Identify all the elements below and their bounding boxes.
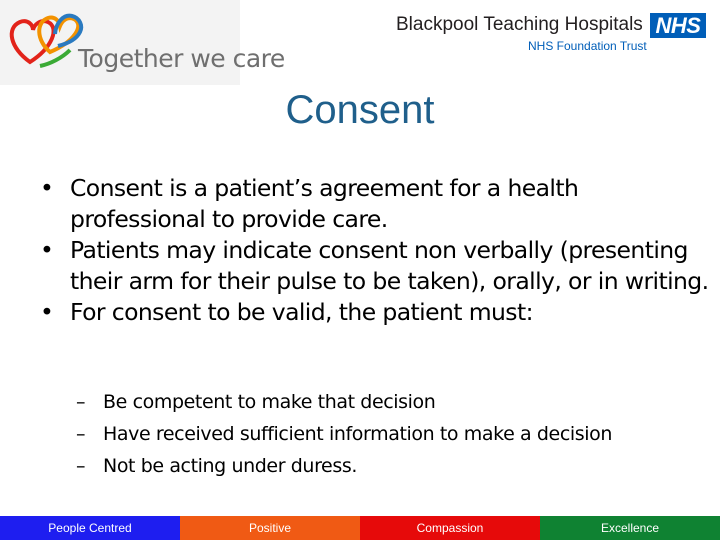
sub-bullet-item	[76, 418, 716, 450]
footer-value-positive: Positive	[180, 516, 360, 540]
trust-name: NHS Foundation Trust	[528, 39, 647, 53]
bullet-dot-icon: •	[40, 236, 54, 264]
bullet-text: Patients may indicate consent non verbally (presenting their arm for their pulse to be taken), orally, or in writing.	[70, 236, 709, 295]
sub-bullet-item	[76, 386, 716, 418]
dash-icon: –	[76, 391, 86, 413]
footer-value-compassion: Compassion	[360, 516, 540, 540]
footer-value-people-centred: People Centred	[0, 516, 180, 540]
bullet-item	[40, 173, 710, 235]
sub-bullet-list	[76, 386, 716, 482]
together-we-care-logo	[0, 0, 285, 85]
slide-title: Consent	[285, 88, 435, 132]
dash-icon: –	[76, 455, 86, 477]
sub-bullet-text: Have received sufficient information to make a decision	[103, 423, 612, 445]
sub-bullet-text: Be competent to make that decision	[103, 391, 436, 413]
footer-value-excellence: Excellence	[540, 516, 720, 540]
nhs-logo: NHS	[650, 13, 706, 38]
sub-bullet-item	[76, 450, 716, 482]
bullet-text: For consent to be valid, the patient must:	[70, 298, 533, 326]
bullet-list	[40, 173, 710, 328]
logo-tagline: Together we care	[78, 44, 285, 73]
bullet-dot-icon: •	[40, 174, 54, 202]
bullet-item	[40, 297, 710, 328]
hospital-name: Blackpool Teaching Hospitals	[396, 14, 643, 35]
dash-icon: –	[76, 423, 86, 445]
values-footer	[0, 516, 720, 540]
bullet-dot-icon: •	[40, 298, 54, 326]
sub-bullet-text: Not be acting under duress.	[103, 455, 357, 477]
bullet-text: Consent is a patient’s agreement for a health professional to provide care.	[70, 174, 579, 233]
bullet-item	[40, 235, 710, 297]
